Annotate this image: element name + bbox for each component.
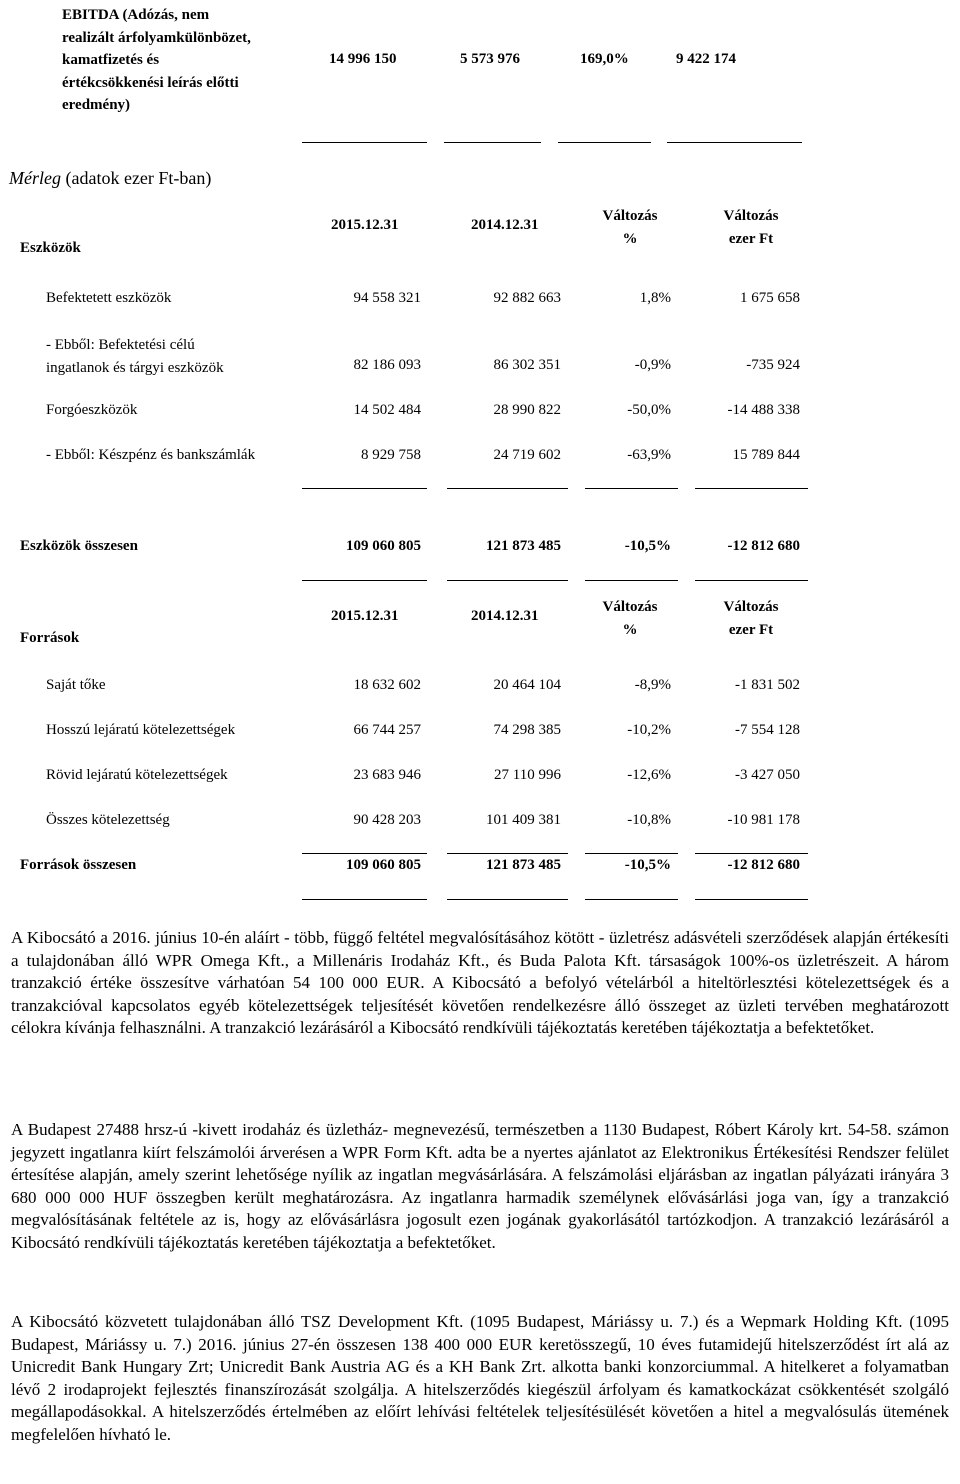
paragraph: A Kibocsátó a 2016. június 10-én aláírt - több, függő feltétel megvalósításához kötött - üzletrész adásvételi szerződések alapján értékesíti a tulajdonában álló WPR Omega Kft., a Millenáris Irodaház Kft., és Buda Palota Kft. társaságok 100%-os üzletrészeit. A három tranzakció értéke összesítve várhatóan 54 100 000 EUR. A Kibocsátó a befolyó vételárból a hiteltörlesztési kötelezettségek és a tranzakcióval kapcsolatos egyéb kötelezettségek teljesítését követően rendelkezésre álló összeget az üzleti tervében meghatározott célokra kívánja felhasználni. A tranzakció lezárásáról a Kibocsátó rendkívüli tájékoztatás keretében tájékoztatja a befektetőket. xyxy=(11,928,949,1037)
divider xyxy=(444,142,541,143)
balance-title xyxy=(9,168,211,189)
assets-section-label: Eszközök xyxy=(20,240,81,256)
divider xyxy=(695,488,808,489)
table-cell: 24 719 602 xyxy=(493,447,561,463)
ebitda-change-ft: 9 422 174 xyxy=(676,51,736,67)
table-cell: -3 427 050 xyxy=(735,767,800,783)
balance-title-italic: Mérleg xyxy=(9,168,61,188)
divider xyxy=(302,899,427,900)
header-line: Változás xyxy=(723,208,779,224)
header-line: ezer Ft xyxy=(728,231,774,247)
table-cell: -10 981 178 xyxy=(727,812,800,828)
liabilities-section-label: Források xyxy=(20,630,80,646)
header-line: % xyxy=(622,231,638,247)
table-row-label: - Ebből: Készpénz és bankszámlák xyxy=(46,447,256,463)
divider xyxy=(302,580,427,581)
table-cell: 20 464 104 xyxy=(493,677,561,693)
divider xyxy=(695,580,808,581)
liabilities-col-change-ft xyxy=(711,596,791,642)
table-cell: -0,9% xyxy=(634,357,671,373)
divider xyxy=(447,899,568,900)
table-cell: 66 744 257 xyxy=(353,722,421,738)
divider xyxy=(447,488,568,489)
table-cell: -63,9% xyxy=(627,447,671,463)
table-cell: -10,8% xyxy=(627,812,671,828)
table-cell: -12 812 680 xyxy=(727,538,800,554)
table-cell: 28 990 822 xyxy=(493,402,561,418)
liabilities-col-2014: 2014.12.31 xyxy=(471,608,539,624)
table-cell: 1,8% xyxy=(639,290,671,306)
row-label-line: ingatlanok és tárgyi eszközök xyxy=(46,360,224,376)
table-row-label: Saját tőke xyxy=(46,677,106,693)
table-cell: 109 060 805 xyxy=(346,538,421,554)
header-line: ezer Ft xyxy=(728,622,774,638)
table-cell: 92 882 663 xyxy=(493,290,561,306)
table-cell: 82 186 093 xyxy=(353,357,421,373)
table-cell: 14 502 484 xyxy=(353,402,421,418)
divider xyxy=(302,488,427,489)
table-row-label: Forgóeszközök xyxy=(46,402,138,418)
row-label-line: - Ebből: Befektetési célú xyxy=(46,337,195,353)
ebitda-label-line: EBITDA (Adózás, nem xyxy=(62,7,210,23)
table-cell: -7 554 128 xyxy=(735,722,800,738)
ebitda-label-line: kamatfizetés és xyxy=(62,52,160,68)
ebitda-label xyxy=(62,4,251,117)
ebitda-label-line: realizált árfolyamkülönbözet, xyxy=(62,29,251,46)
table-row-label xyxy=(46,334,224,380)
header-line: Változás xyxy=(602,208,658,224)
table-cell: -14 488 338 xyxy=(727,402,800,418)
assets-total-label: Eszközök összesen xyxy=(20,538,138,554)
table-cell: -8,9% xyxy=(634,677,671,693)
table-cell: 8 929 758 xyxy=(361,447,421,463)
ebitda-value-2014: 5 573 976 xyxy=(460,51,520,67)
table-cell: 121 873 485 xyxy=(486,857,561,873)
table-cell: 1 675 658 xyxy=(740,290,800,306)
table-row-label: Hosszú lejáratú kötelezettségek xyxy=(46,722,236,738)
header-line: Változás xyxy=(602,599,658,615)
liabilities-total-label: Források összesen xyxy=(20,857,137,873)
table-cell: 90 428 203 xyxy=(353,812,421,828)
header-line: Változás xyxy=(723,599,779,615)
divider xyxy=(585,853,678,854)
table-cell: -10,5% xyxy=(624,857,671,873)
table-cell: -10,5% xyxy=(624,538,671,554)
table-cell: 74 298 385 xyxy=(493,722,561,738)
header-line: % xyxy=(622,622,638,638)
table-cell: -12,6% xyxy=(627,767,671,783)
ebitda-label-line: értékcsökkenési leírás előtti xyxy=(62,74,239,91)
table-row-label: Összes kötelezettség xyxy=(46,812,170,828)
table-cell: 109 060 805 xyxy=(346,857,421,873)
assets-col-change-pct xyxy=(590,205,670,251)
table-cell: 23 683 946 xyxy=(353,767,421,783)
divider xyxy=(695,853,808,854)
divider xyxy=(302,853,427,854)
ebitda-change-pct: 169,0% xyxy=(580,51,629,67)
divider xyxy=(302,142,427,143)
divider xyxy=(447,580,568,581)
table-row-label: Rövid lejáratú kötelezettségek xyxy=(46,767,228,783)
table-cell: -735 924 xyxy=(746,357,800,373)
table-cell: -10,2% xyxy=(627,722,671,738)
paragraph: A Kibocsátó közvetett tulajdonában álló TSZ Development Kft. (1095 Budapest, Máriássy u. 7.) és a Wepmark Holding Kft. (1095 Budapest, Máriássy u. 7.) 2016. június 27-én összesen 138 400 000 EUR keretösszegű, 10 éves futamidejű hitelszerződést írt alá az Unicredit Bank Hungary Zrt; Unicredit Bank Austria AG és a KH Bank Zrt. alkotta banki konzorciummal. A hitelkeret a folyamatban lévő 2 irodaprojekt fejlesztés finanszírozását szolgálja. A hitelszerződés kiegészül árfolyam és kamatkockázat csökkentését szolgáló megállapodásokkal. A hitelszerződés értelmében az előírt lehívási feltételek teljesítésülését követően a hitel a megvalósulás ütemének megfelelően hívható le. xyxy=(11,1312,949,1444)
table-cell: 121 873 485 xyxy=(486,538,561,554)
table-cell: 86 302 351 xyxy=(493,357,561,373)
divider xyxy=(585,488,678,489)
assets-col-2014: 2014.12.31 xyxy=(471,217,539,233)
divider xyxy=(558,142,651,143)
divider xyxy=(585,580,678,581)
table-row-label: Befektetett eszközök xyxy=(46,290,172,306)
table-cell: 101 409 381 xyxy=(486,812,561,828)
divider xyxy=(447,853,568,854)
table-cell: -50,0% xyxy=(627,402,671,418)
table-cell: -12 812 680 xyxy=(727,857,800,873)
ebitda-value-2015: 14 996 150 xyxy=(329,51,397,67)
table-cell: 18 632 602 xyxy=(353,677,421,693)
table-cell: 15 789 844 xyxy=(732,447,800,463)
paragraph: A Budapest 27488 hrsz-ú -kivett irodaház és üzletház- megnevezésű, természetben a 1130 Budapest, Róbert Károly krt. 54-58. számon jegyzett ingatlanra kiírt felszámolói árverésen a WPR Form Kft. adta be a nyertes ajánlatot az Elektronikus Értékesítési Rendszer felület értesítése alapján, amely szerint lehetősége nyílik az ingatlan megvásárlására. A felszámolási eljárásban az ingatlan pályázati irányára 3 680 000 000 HUF összegben került meghatározásra. Az ingatlanra harmadik személynek elővásárlási joga van, így a tranzakció megvalósításának feltétele az is, hogy az elővásárlásra jogosult ezen jogának gyakorlásától tartózkodjon. A tranzakció lezárásáról a Kibocsátó rendkívüli tájékoztatás keretében tájékoztatja a befektetőket. xyxy=(11,1120,949,1252)
divider xyxy=(695,899,808,900)
table-cell: 27 110 996 xyxy=(494,767,561,783)
table-cell: 94 558 321 xyxy=(353,290,421,306)
table-cell: -1 831 502 xyxy=(735,677,800,693)
liabilities-col-2015: 2015.12.31 xyxy=(331,608,399,624)
balance-title-rest: (adatok ezer Ft-ban) xyxy=(60,168,212,188)
divider xyxy=(585,899,678,900)
liabilities-col-change-pct xyxy=(590,596,670,642)
divider xyxy=(667,142,802,143)
assets-col-2015: 2015.12.31 xyxy=(331,217,399,233)
ebitda-label-line: eredmény) xyxy=(62,97,131,113)
assets-col-change-ft xyxy=(711,205,791,251)
